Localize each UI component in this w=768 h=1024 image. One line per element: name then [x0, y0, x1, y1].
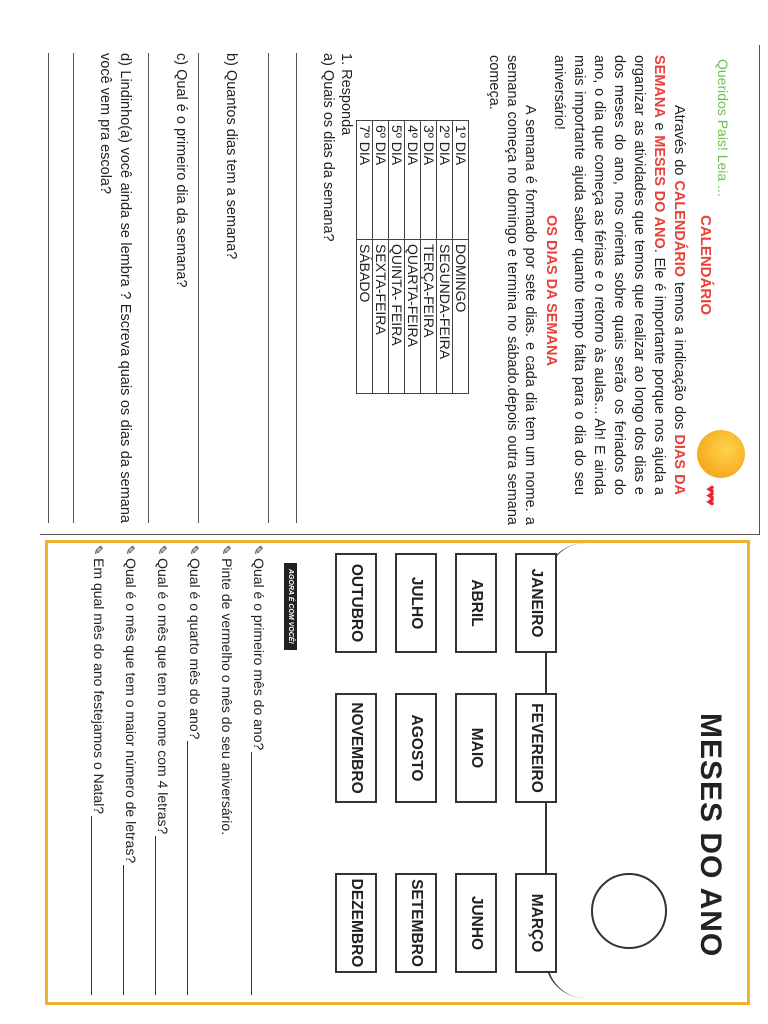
kiss-emoji-icon — [697, 430, 745, 478]
answer-line[interactable] — [48, 53, 49, 523]
answer-line[interactable] — [268, 53, 269, 523]
table-row: 1º DIA DOMINGO — [453, 121, 469, 394]
sun-icon — [591, 873, 667, 949]
answer-line[interactable] — [73, 53, 74, 523]
table-row: 4º DIA QUARTA-FEIRA — [405, 121, 421, 394]
page-title: MESES DO ANO — [694, 713, 727, 958]
table-row: 6º DIA SEXTA-FEIRA — [373, 121, 389, 394]
question-item: ✎ Qual é o mês que tem o maior número de letras? — [123, 545, 139, 995]
question-item: ✎ Qual é o mês que tem o nome com 4 letras? — [155, 545, 171, 995]
answer-line[interactable] — [148, 53, 149, 523]
question-a: a) Quais os dias da semana? — [320, 53, 336, 242]
month-september: SETEMBRO — [395, 873, 437, 973]
answer-line[interactable] — [155, 836, 168, 995]
question-item: ✎ Qual é o quarto mês do ano? — [187, 545, 203, 995]
pencil-icon: ✎ — [187, 545, 201, 556]
table-row: 3º DIA TERÇA-FEIRA — [421, 121, 437, 394]
month-may: MAIO — [455, 693, 497, 803]
question-b: b) Quantos dias tem a semana? — [223, 53, 239, 260]
pencil-icon: ✎ — [219, 545, 233, 556]
calendar-worksheet — [40, 45, 760, 535]
answer-line[interactable] — [91, 816, 104, 995]
month-july: JULHO — [395, 553, 437, 653]
section-label: 1. Responda — [338, 53, 354, 136]
answer-line[interactable] — [187, 741, 200, 995]
month-january: JANEIRO — [515, 553, 557, 653]
pencil-icon: ✎ — [251, 545, 265, 556]
pencil-icon: ✎ — [155, 545, 169, 556]
month-june: JUNHO — [455, 873, 497, 973]
answer-line[interactable] — [296, 53, 297, 523]
answer-line[interactable] — [123, 865, 136, 995]
table-row: 2º DIA SEGUNDA-FEIRA — [437, 121, 453, 394]
question-item: ✎ Pinte de vermelho o mês do seu aniversário. — [219, 545, 235, 836]
question-item: ✎ Em qual mês do ano festejamos o Natal? — [91, 545, 107, 995]
page-title: CALENDÁRIO — [697, 215, 714, 315]
month-december: DEZEMBRO — [335, 873, 377, 973]
answer-line[interactable] — [251, 752, 264, 995]
intro-paragraph: Através do CALENDÁRIO temos a indicação dos DIAS DA SEMANA e MESES DO ANO. Ele é importante porque nos ajuda a organizar as atividades que temos que realizar ao longo dos dias e dos meses do ano, nos orienta sobre quais serão os feriados do ano, o dia que começa as férias e o retorno às aulas... Ah! E ainda mais importante ajuda saber quanto tempo falta para o dia do seu aniversário! — [551, 55, 687, 496]
week-paragraph: A semana é formado por sete dias. e cada dia tem um nome. a semana começa no domingo e termina no sábado.depois outra semana começa. — [486, 55, 538, 525]
question-item: ✎ Qual é o primeiro mês do ano? — [251, 545, 267, 995]
answer-line[interactable] — [198, 53, 199, 523]
question-c: c) Qual é o primeiro dia da semana? — [173, 53, 189, 288]
question-d: d) Lindinho(a) você ainda se lembra ? Escreva quais os dias da semana você vem pra escola? — [97, 53, 133, 523]
pencil-icon: ✎ — [123, 545, 137, 556]
table-row: 5º DIA QUINTA- FEIRA — [389, 121, 405, 394]
table-row: 7º DIA SÁBADO — [357, 121, 373, 394]
section-title: OS DIAS DA SEMANA — [543, 215, 559, 366]
month-march: MARÇO — [515, 873, 557, 973]
month-august: AGOSTO — [395, 693, 437, 803]
pencil-badge: AGORA É COM VOCÊ! — [284, 563, 297, 650]
pencil-icon: ✎ — [91, 545, 105, 556]
days-table — [356, 120, 469, 394]
month-april: ABRIL — [455, 553, 497, 653]
month-october: OUTUBRO — [335, 553, 377, 653]
greeting: Queridos Pais! Leia ... — [715, 59, 731, 197]
months-worksheet — [45, 540, 750, 1005]
month-november: NOVEMBRO — [335, 693, 377, 803]
month-february: FEVEREIRO — [515, 693, 557, 803]
hearts-icon: ♥♥♥ — [703, 485, 719, 504]
